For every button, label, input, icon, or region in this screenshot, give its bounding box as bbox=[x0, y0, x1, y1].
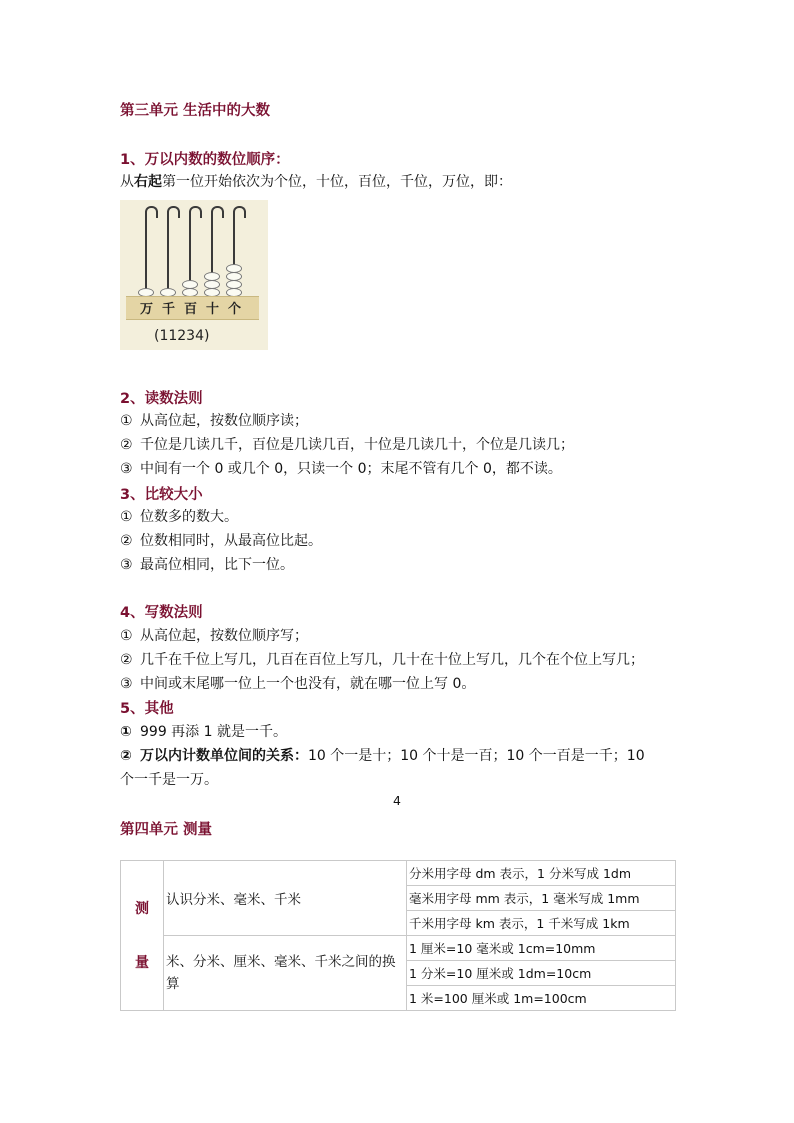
table-cell: 1 米=100 厘米或 1m=100cm bbox=[407, 986, 676, 1011]
list-item bbox=[120, 625, 308, 645]
section1-text-pre: 从 bbox=[120, 174, 134, 190]
abacus-unit-label: 百 bbox=[184, 302, 198, 317]
item-text: 位数多的数大。 bbox=[140, 509, 238, 525]
side-char: 量 bbox=[135, 954, 149, 971]
abacus-bead bbox=[226, 280, 242, 289]
section4-title: 4、写数法则 bbox=[120, 605, 203, 621]
list-item bbox=[120, 554, 294, 574]
item-marker: ① bbox=[120, 413, 133, 429]
list-item bbox=[120, 673, 475, 693]
item-text: 从高位起，按数位顺序读； bbox=[140, 413, 308, 429]
page-number: 4 bbox=[393, 793, 401, 808]
item-marker: ① bbox=[120, 724, 132, 740]
measurement-table bbox=[120, 860, 676, 1011]
table-cell: 毫米用字母 mm 表示，1 毫米写成 1mm bbox=[407, 886, 676, 911]
section1-text bbox=[120, 171, 512, 191]
abacus-rod bbox=[167, 212, 169, 296]
section1-text-post: 第一位开始依次为个位，十位，百位，千位，万位，即： bbox=[162, 174, 512, 190]
list-item bbox=[120, 649, 644, 669]
item-marker: ② bbox=[120, 748, 132, 764]
item-text: 千位是几读几千，百位是几读几百，十位是几读几十，个位是几读几； bbox=[140, 437, 574, 453]
table-row bbox=[121, 936, 676, 961]
abacus-unit-label: 个 bbox=[228, 302, 242, 317]
section1-text-bold: 右起 bbox=[134, 174, 162, 190]
item-text: 中间或末尾哪一位上一个也没有，就在哪一位上写 0。 bbox=[140, 676, 476, 692]
item-text: 最高位相同，比下一位。 bbox=[140, 557, 294, 573]
abacus-bead bbox=[226, 272, 242, 281]
abacus-bead bbox=[226, 264, 242, 273]
abacus-image bbox=[120, 200, 268, 350]
table-side-label bbox=[121, 861, 164, 1011]
unit4-title: 第四单元 测量 bbox=[120, 822, 213, 838]
abacus-caption: (11234) bbox=[154, 328, 210, 344]
table-group-label: 米、分米、厘米、毫米、千米之间的换算 bbox=[164, 936, 407, 1011]
item-marker: ③ bbox=[120, 557, 133, 573]
list-item bbox=[120, 458, 562, 478]
item-text: 几千在千位上写几，几百在百位上写几，几十在十位上写几，几个在个位上写几； bbox=[140, 652, 644, 668]
abacus-rod bbox=[145, 212, 147, 296]
abacus-bead bbox=[182, 280, 198, 289]
unit3-title: 第三单元 生活中的大数 bbox=[120, 103, 271, 119]
item-marker: ① bbox=[120, 509, 133, 525]
abacus-unit-label: 万 bbox=[140, 302, 154, 317]
item-marker: ② bbox=[120, 437, 133, 453]
item-text: 位数相同时，从最高位比起。 bbox=[140, 533, 322, 549]
item-text: 从高位起，按数位顺序写； bbox=[140, 628, 308, 644]
section3-title: 3、比较大小 bbox=[120, 487, 203, 503]
list-item bbox=[120, 434, 574, 454]
table-row bbox=[121, 861, 676, 886]
item-marker: ③ bbox=[120, 676, 133, 692]
abacus-unit-label: 千 bbox=[162, 302, 176, 317]
list-item bbox=[120, 530, 322, 550]
table-group-label: 认识分米、毫米、千米 bbox=[164, 861, 407, 936]
table-cell: 千米用字母 km 表示，1 千米写成 1km bbox=[407, 911, 676, 936]
item-bold-text: 万以内计数单位间的关系： bbox=[140, 748, 308, 764]
item-text: 999 再添 1 就是一千。 bbox=[140, 724, 287, 740]
item-text: 中间有一个 0 或几个 0，只读一个 0；末尾不管有几个 0，都不读。 bbox=[140, 461, 562, 477]
item-marker: ① bbox=[120, 628, 133, 644]
abacus-bead bbox=[204, 280, 220, 289]
section1-title: 1、万以内数的数位顺序： bbox=[120, 152, 290, 168]
list-item bbox=[120, 721, 287, 741]
item-text: 10 个一是十；10 个十是一百；10 个一百是一千；10 bbox=[308, 748, 645, 764]
abacus-bead bbox=[204, 272, 220, 281]
item-marker: ② bbox=[120, 652, 133, 668]
abacus-unit-label: 十 bbox=[206, 302, 220, 317]
list-item bbox=[120, 745, 645, 765]
item-marker: ② bbox=[120, 533, 133, 549]
section2-title: 2、读数法则 bbox=[120, 391, 203, 407]
list-item bbox=[120, 506, 238, 526]
table-cell: 1 厘米=10 毫米或 1cm=10mm bbox=[407, 936, 676, 961]
item-marker: ③ bbox=[120, 461, 133, 477]
section5-title: 5、其他 bbox=[120, 701, 174, 717]
table-cell: 分米用字母 dm 表示，1 分米写成 1dm bbox=[407, 861, 676, 886]
list-item bbox=[120, 410, 308, 430]
table-cell: 1 分米=10 厘米或 1dm=10cm bbox=[407, 961, 676, 986]
list-item-continuation: 个一千是一万。 bbox=[120, 772, 218, 788]
side-char: 测 bbox=[135, 900, 149, 917]
